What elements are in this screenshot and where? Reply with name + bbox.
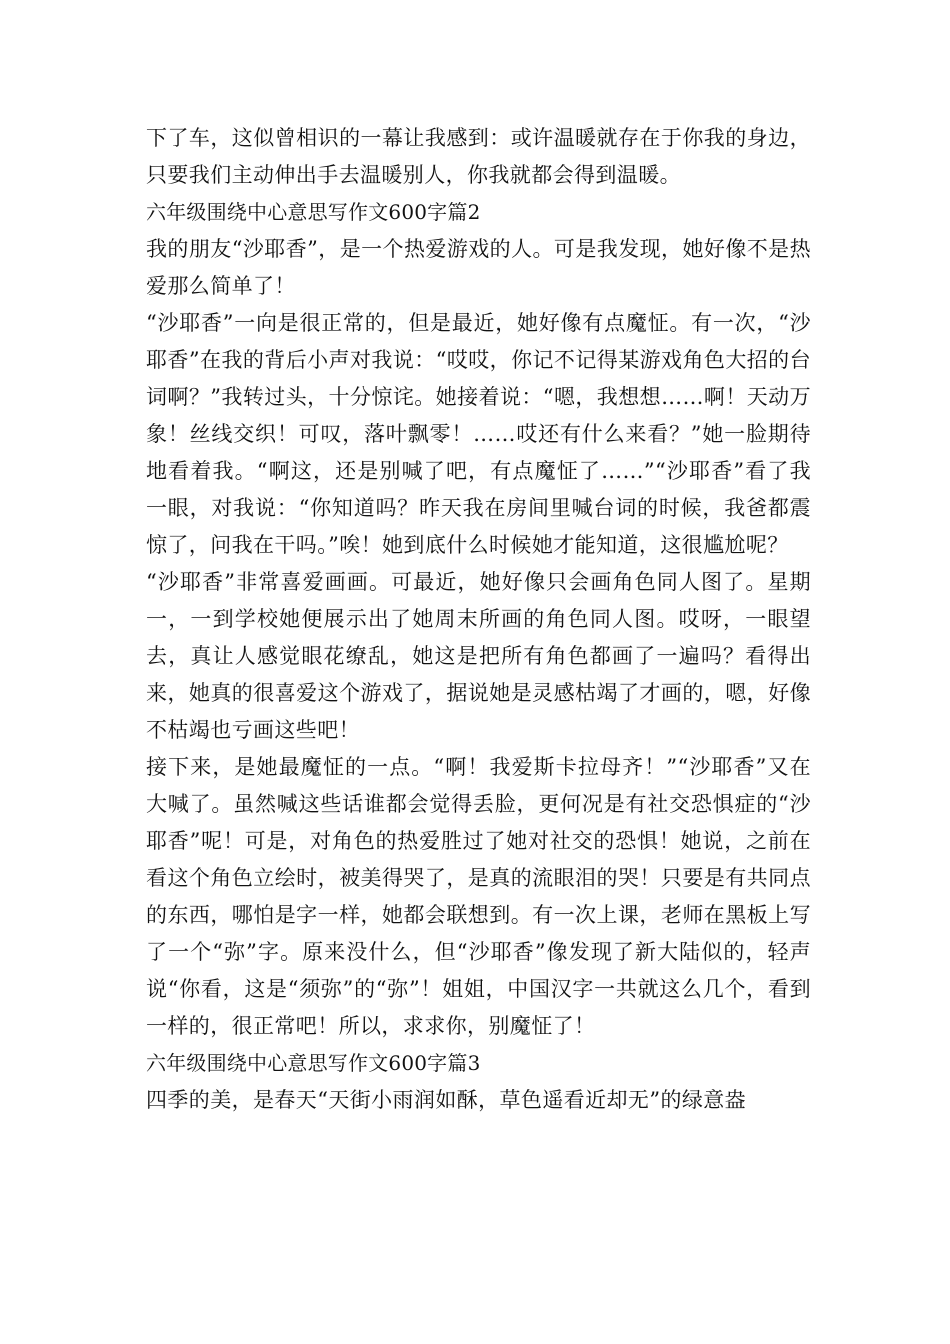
paragraph-game-lines: “沙耶香”一向是很正常的，但是最近，她好像有点魔怔。有一次，“沙耶香”在我的背后小声对我说：“哎哎，你记不记得某游戏角色大招的台词啊？”我转过头，十分惊诧。她接着说：“嗯，我想想……啊！天动万象！丝线交织！可叹，落叶飘零！……哎还有什么来看？”她一脸期待地看着我。“啊这，还是别喊了吧，有点魔怔了……”“沙耶香”看了我一眼，对我说：“你知道吗？昨天我在房间里喊台词的时候，我爸都震惊了，问我在干吗。”唉！她到底什么时候她才能知道，这很尴尬呢？ bbox=[146, 311, 811, 557]
paragraph-obsession: 接下来，是她最魔怔的一点。“啊！我爱斯卡拉母齐！”“沙耶香”又在大喊了。虽然喊这些话谁都会觉得丢脸，更何况是有社交恐惧症的“沙耶香”呢！可是，对角色的热爱胜过了她对社交的恐惧！她说，之前在看这个角色立绘时，被美得哭了，是真的流眼泪的哭！只要是有共同点的东西，哪怕是字一样，她都会联想到。有一次上课，老师在黑板上写了一个“弥”字。原来没什么，但“沙耶香”像发现了新大陆似的，轻声说“你看，这是“须弥”的“弥”！姐姐，中国汉字一共就这么几个，看到一样的，很正常吧！所以，求求你，别魔怔了！ bbox=[146, 755, 811, 1038]
paragraph-intro-ending: 下了车，这似曾相识的一幕让我感到：或许温暖就存在于你我的身边，只要我们主动伸出手去温暖别人，你我就都会得到温暖。 bbox=[146, 126, 811, 187]
section-heading-3: 六年级围绕中心意思写作文600字篇3 bbox=[146, 1051, 481, 1075]
paragraph-friend-intro: 我的朋友“沙耶香”，是一个热爱游戏的人。可是我发现，她好像不是热爱那么简单了！ bbox=[146, 237, 811, 298]
document-body bbox=[146, 120, 811, 1119]
paragraph-drawing: “沙耶香”非常喜爱画画。可最近，她好像只会画角色同人图了。星期一，一到学校她便展示出了她周末所画的角色同人图。哎呀，一眼望去，真让人感觉眼花缭乱，她这是把所有角色都画了一遍吗？看得出来，她真的很喜爱这个游戏了，据说她是灵感枯竭了才画的，嗯，好像不枯竭也亏画这些吧！ bbox=[146, 570, 811, 742]
paragraph-seasons: 四季的美，是春天“天街小雨润如酥，草色遥看近却无”的绿意盎 bbox=[146, 1088, 747, 1112]
section-heading-2: 六年级围绕中心意思写作文600字篇2 bbox=[146, 200, 481, 224]
